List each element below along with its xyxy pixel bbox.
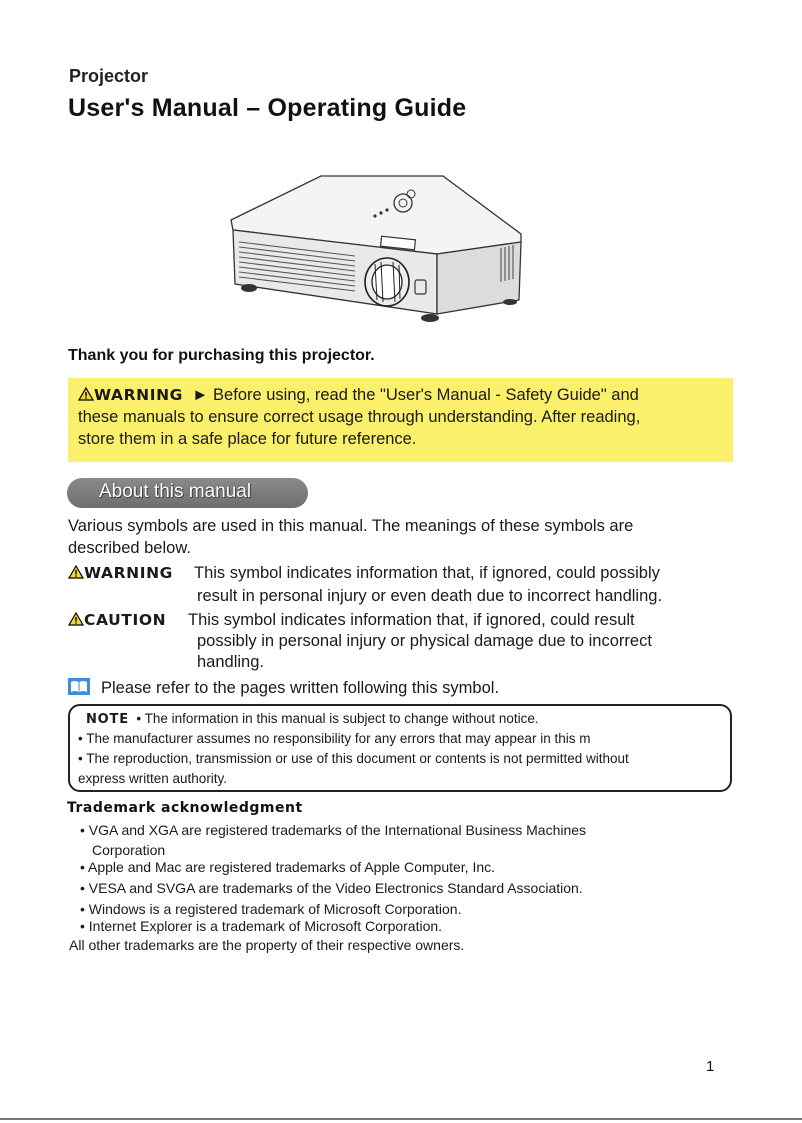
trademark-item: Corporation bbox=[92, 842, 166, 858]
trademark-item: • VGA and XGA are registered trademarks of the International Business Machines bbox=[80, 822, 587, 838]
trademark-item: • VESA and SVGA are trademarks of the Video Electronics Standard Association. bbox=[80, 880, 583, 896]
warning-label: WARNING bbox=[84, 564, 173, 582]
trademark-item: • Internet Explorer is a trademark of Microsoft Corporation. bbox=[80, 918, 443, 934]
trademark-item: • Apple and Mac are registered trademarks of Apple Computer, Inc. bbox=[80, 859, 496, 875]
caution-definition bbox=[68, 611, 166, 630]
caution-definition-line2: possibly in personal injury or physical damage due to incorrect bbox=[197, 632, 652, 650]
refer-text: Please refer to the pages written following this symbol. bbox=[101, 679, 500, 697]
warning-triangle-icon bbox=[78, 387, 94, 401]
warning-box-line1 bbox=[78, 384, 723, 406]
about-intro-line2: described below. bbox=[68, 539, 191, 557]
thank-you-text: Thank you for purchasing this projector. bbox=[68, 347, 375, 364]
note-line2: • The manufacturer assumes no responsibility for any errors that may appear in this m bbox=[78, 731, 591, 746]
section-heading-label: About this manual bbox=[99, 481, 252, 502]
section-heading-about bbox=[67, 478, 308, 508]
trademark-item: • Windows is a registered trademark of Microsoft Corporation. bbox=[80, 901, 462, 917]
warning-box-label: WARNING bbox=[94, 386, 183, 404]
book-icon bbox=[68, 678, 90, 695]
warning-box-line2: these manuals to ensure correct usage through understanding. After reading, bbox=[78, 408, 641, 426]
caution-definition-line3: handling. bbox=[197, 653, 264, 671]
note-line1 bbox=[86, 711, 539, 727]
caution-label: CAUTION bbox=[84, 611, 167, 629]
warning-triangle-icon bbox=[68, 565, 84, 579]
warning-definition-line2: result in personal injury or even death due to incorrect handling. bbox=[197, 587, 663, 605]
projector-illustration bbox=[225, 172, 525, 330]
note-label: NOTE bbox=[86, 712, 129, 727]
doc-kicker: Projector bbox=[69, 66, 149, 86]
note-line4: express written authority. bbox=[78, 771, 228, 786]
caution-triangle-icon bbox=[68, 612, 84, 626]
warning-definition-line1: This symbol indicates information that, if ignored, could possibly bbox=[194, 564, 660, 582]
page-number: 1 bbox=[706, 1058, 715, 1075]
footer-rule bbox=[0, 1118, 802, 1120]
note-text1: • The information in this manual is subject to change without notice. bbox=[136, 711, 539, 726]
warning-box bbox=[68, 378, 733, 462]
warning-definition bbox=[68, 564, 173, 583]
trademark-title: Trademark acknowledgment bbox=[67, 800, 303, 816]
note-line3: • The reproduction, transmission or use of this document or contents is not permitted without bbox=[78, 751, 629, 766]
caution-definition-line1: This symbol indicates information that, if ignored, could result bbox=[188, 611, 635, 629]
note-box bbox=[68, 704, 732, 792]
doc-title: User's Manual – Operating Guide bbox=[68, 94, 467, 122]
about-intro-line1: Various symbols are used in this manual. The meanings of these symbols are bbox=[68, 517, 634, 535]
warning-box-line3: store them in a safe place for future reference. bbox=[78, 430, 417, 448]
warning-box-text1: ► Before using, read the "User's Manual - Safety Guide" and bbox=[192, 386, 639, 404]
trademark-footer: All other trademarks are the property of their respective owners. bbox=[69, 937, 465, 953]
